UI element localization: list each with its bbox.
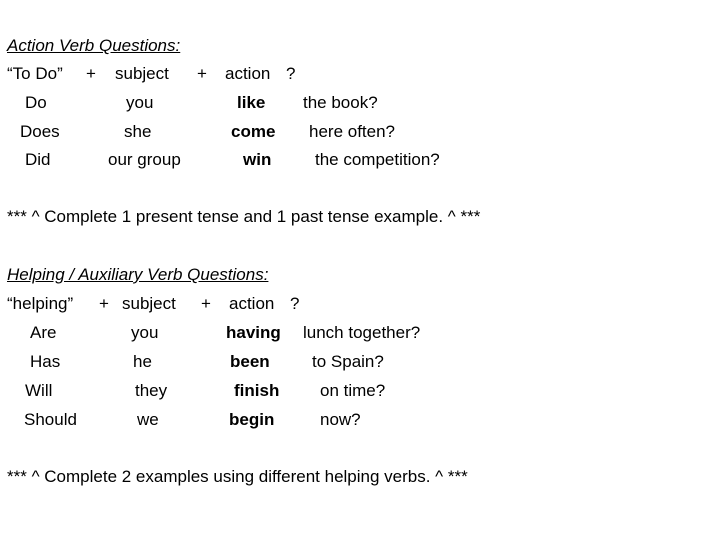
row4-subject: you [131,323,159,342]
formula2-part3: action [229,294,275,313]
row3-subject: our group [108,150,181,169]
row1-subject: you [126,93,154,112]
formula1-part1: “To Do” [7,64,63,83]
row2-aux: Does [20,122,60,141]
section2-heading: Helping / Auxiliary Verb Questions: [7,265,269,284]
row4-aux: Are [30,323,57,342]
formula1-plus2: + [197,64,207,83]
row1-aux: Do [25,93,47,112]
row6-rest: on time? [320,381,386,400]
formula1-part2: subject [115,64,169,83]
row1-verb: like [237,93,266,112]
row7-rest: now? [320,410,361,429]
row6-aux: Will [25,381,53,400]
row3-rest: the competition? [315,150,440,169]
row5-subject: he [133,352,152,371]
formula1-qmark: ? [286,64,296,83]
formula2-part1: “helping” [7,294,74,313]
row2-rest: here often? [309,122,396,141]
row5-rest: to Spain? [312,352,384,371]
row3-verb: win [243,150,272,169]
section2-note: *** ^ Complete 2 examples using different helping verbs. ^ *** [7,467,468,486]
row7-aux: Should [24,410,77,429]
formula2-plus1: + [99,294,109,313]
row5-verb: been [230,352,270,371]
formula2-part2: subject [122,294,176,313]
row6-verb: finish [234,381,280,400]
row4-rest: lunch together? [303,323,421,342]
formula2-qmark: ? [290,294,300,313]
section1-note: *** ^ Complete 1 present tense and 1 past tense example. ^ *** [7,207,481,226]
formula1-plus1: + [86,64,96,83]
row7-verb: begin [229,410,275,429]
row4-verb: having [226,323,281,342]
row3-aux: Did [25,150,51,169]
row2-subject: she [124,122,152,141]
row6-subject: they [135,381,168,400]
section1-heading: Action Verb Questions: [7,36,181,55]
formula2-plus2: + [201,294,211,313]
row5-aux: Has [30,352,61,371]
row2-verb: come [231,122,276,141]
row7-subject: we [137,410,159,429]
row1-rest: the book? [303,93,378,112]
formula1-part3: action [225,64,271,83]
